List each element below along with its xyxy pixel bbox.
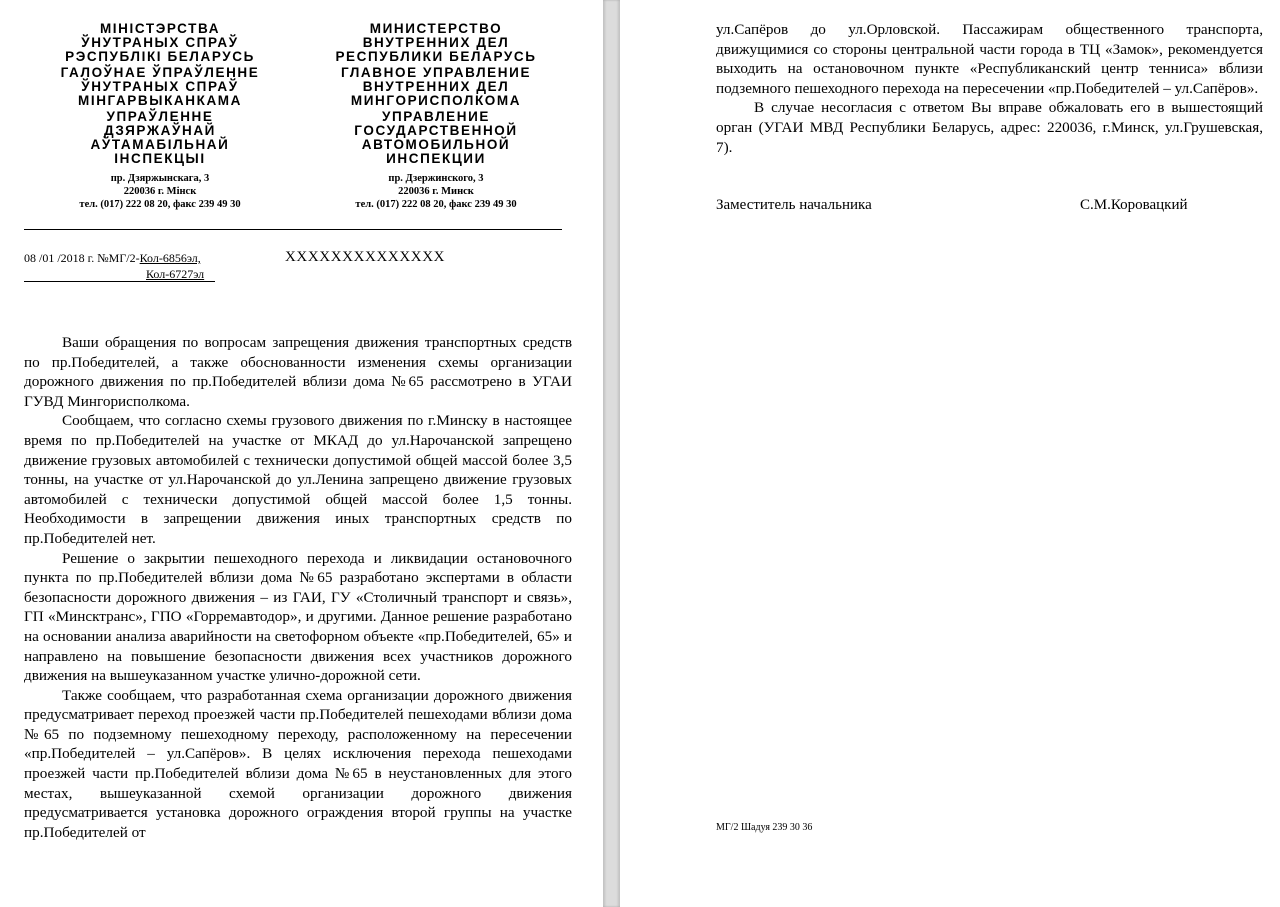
page-separator <box>603 0 620 907</box>
reference-date-number: 08 /01 /2018 г. №МГ/2- <box>24 251 140 265</box>
letter-body <box>24 333 572 842</box>
postal-by: 220036 г. Мінск <box>123 186 197 197</box>
body-paragraph: Сообщаем, что согласно схемы грузового движения по г.Минску в настоящее время по пр.Победителей на участке от МКАД до ул.Нарочанской запрещено движение грузовых автомобилей с технически допустимой общей массой более 3,5 тонны, на участке от ул.Нарочанской до ул.Ленина запрещено движение грузовых автомобилей с технически допустимой общей массой более 1,5 тонны. Необходимости в запрещении движения иных транспортных средств по пр.Победителей нет. <box>24 412 572 547</box>
phone-ru: тел. (017) 222 08 20, факс 239 49 30 <box>355 199 517 210</box>
page-right <box>620 0 1280 907</box>
body-paragraph: Решение о закрытии пешеходного перехода и ликвидации остановочного пункта по пр.Победителей вблизи дома №65 разработано экспертами в области безопасности дорожного движения – из ГАИ, ГУ «Столичный транспорт и связь», ГП «Минсктранс», ГПО «Горремавтодор», и другими. Данное решение разработано на основании анализа аварийности на светофорном объекте «пр.Победителей, 65» и направлено на повышение безопасности движения всех участников дорожного движения на вышеуказанном участке улично-дорожной сети. <box>24 549 572 685</box>
reference-code-2: Кол-6727эл <box>146 267 205 281</box>
page-left <box>0 0 603 907</box>
signature-title: Заместитель начальника <box>716 197 872 213</box>
inspection-name-by: УПРАЎЛЕННЕ ДЗЯРЖАЎНАЙ АЎТАМАБІЛЬНАЙ ІНСПЕКЦЫІ <box>90 109 230 166</box>
executor-note: МГ/2 Шадуя 239 30 36 <box>716 822 813 833</box>
address-by: пр. Дзяржынскага, 3 <box>110 173 210 184</box>
header-russian <box>320 22 552 211</box>
signature-name: С.М.Коровацкий <box>1080 197 1188 213</box>
inspection-name-ru: УПРАВЛЕНИЕ ГОСУДАРСТВЕННОЙ АВТОМОБИЛЬНОЙ ИНСПЕКЦИИ <box>354 109 518 166</box>
reference-number <box>24 251 201 265</box>
address-ru: пр. Дзержинского, 3 <box>388 173 484 184</box>
reference-code-1: Кол-6856эл, <box>139 251 201 265</box>
postal-ru: 220036 г. Минск <box>398 186 474 197</box>
phone-by: тел. (017) 222 08 20, факс 239 49 30 <box>79 199 241 210</box>
body-continuation: ул.Сапёров до ул.Орловской. Пассажирам общественного транспорта, движущимися со стороны центральной части города в ТЦ «Замок», рекомендуется выходить на остановочном пункте «Республиканский центр тенниса» вблизи подземного пешеходного перехода на пересечении «пр.Победителей – ул.Сапёров». <box>716 21 1263 97</box>
header-belarusian <box>30 22 290 211</box>
main-directorate-by: ГАЛОЎНАЕ ЎПРАЎЛЕННЕ ЎНУТРАНЫХ СПРАЎ МІНГАРВЫКАНКАМА <box>60 65 260 108</box>
reference-underline <box>24 281 215 282</box>
ministry-name-by: МІНІСТЭРСТВА ЎНУТРАНЫХ СПРАЎ РЭСПУБЛІКІ БЕЛАРУСЬ <box>65 21 255 64</box>
body-paragraph: Также сообщаем, что разработанная схема организации дорожного движения предусматривает переход проезжей части пр.Победителей пешеходами вблизи дома №65 по подземному пешеходному переходу, расположенному на пересечении «пр.Победителей – ул.Сапёров». В целях исключения перехода пешеходами проезжей части пр.Победителей вблизи дома №65 в неустановленных для этого местах, вышеуказанной схемой организации дорожного движения предусматривается установка дорожного ограждения второй группы на участке пр.Победителей от <box>24 686 572 841</box>
ministry-name-ru: МИНИСТЕРСТВО ВНУТРЕННИХ ДЕЛ РЕСПУБЛИКИ БЕЛАРУСЬ <box>335 21 537 64</box>
main-directorate-ru: ГЛАВНОЕ УПРАВЛЕНИЕ ВНУТРЕННИХ ДЕЛ МИНГОРИСПОЛКОМА <box>340 65 532 108</box>
header-divider <box>24 229 562 230</box>
letter-body-continued <box>716 20 1263 157</box>
appeal-paragraph: В случае несогласия с ответом Вы вправе обжаловать его в вышестоящий орган (УГАИ МВД Республики Беларусь, адрес: 220036, г.Минск, ул.Грушевская, 7). <box>716 99 1263 156</box>
body-paragraph: Ваши обращения по вопросам запрещения движения транспортных средств по пр.Победителей, а также обоснованности изменения схемы организации дорожного движения по пр.Победителей вблизи дома №65 рассмотрено в УГАИ ГУВД Мингорисполкома. <box>24 334 572 410</box>
recipient: ХХХХХХХХХХХХХХ <box>285 249 446 265</box>
